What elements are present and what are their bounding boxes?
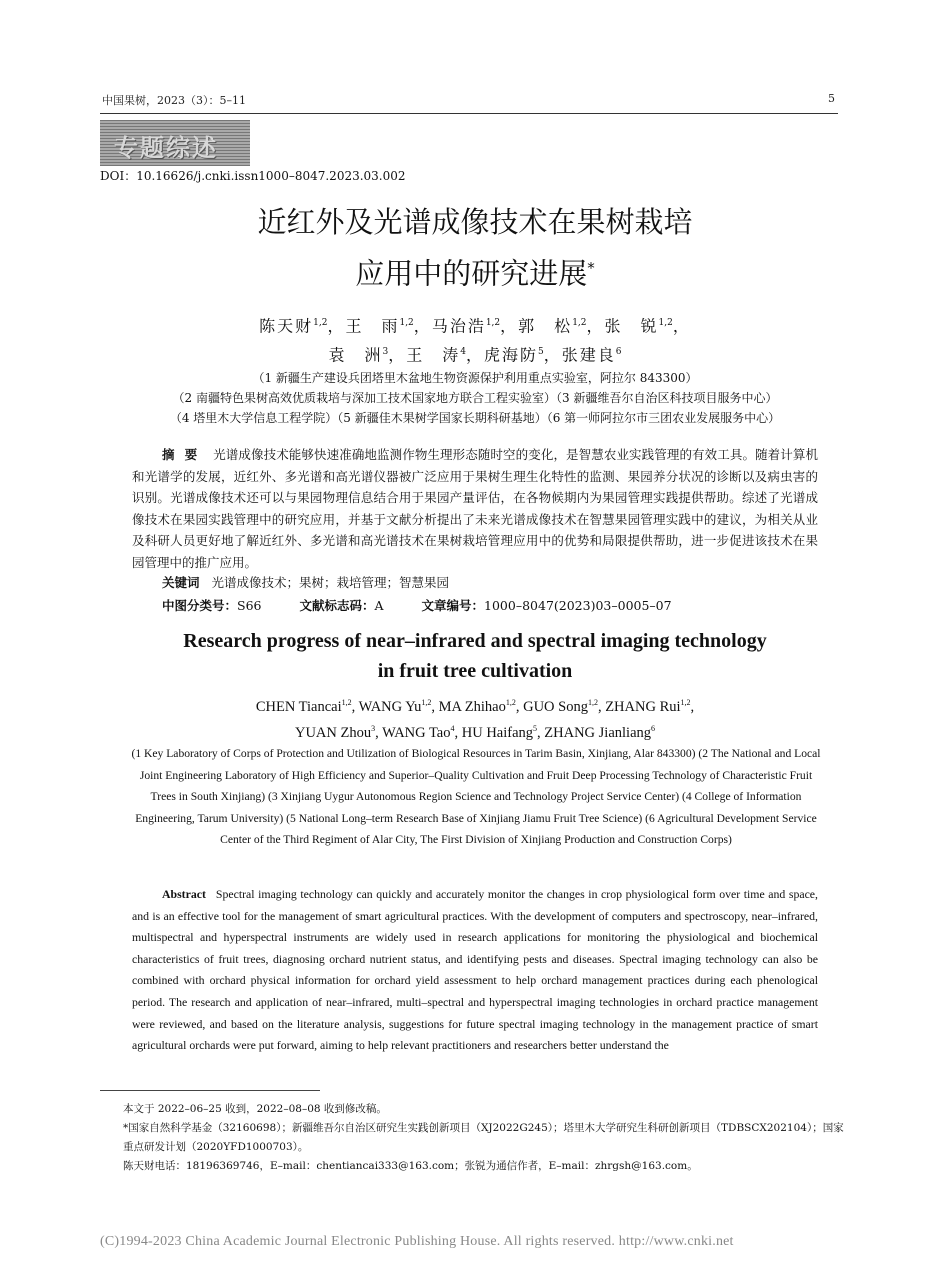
author-affiliation-mark: 1,2: [485, 318, 501, 328]
author-name: 王 雨: [345, 316, 400, 336]
author-separator: ，: [586, 316, 605, 336]
author-separator: ，: [500, 316, 519, 336]
author-name: 袁 洲: [328, 345, 383, 365]
author-affiliation-mark: 3: [382, 347, 389, 358]
affiliation-cn-line: （2 南疆特色果树高效优质栽培与深加工技术国家地方联合工程实验室）（3 新疆维吾尔自治区科技项目服务中心）: [172, 391, 778, 405]
keywords-cn: [162, 573, 449, 591]
page-number: 5: [828, 92, 835, 105]
abstract-cn-text: 光谱成像技术能够快速准确地监测作物生理形态随时空的变化，是智慧农业实践管理的有效工具。随着计算机和光谱学的发展，近红外、多光谱和高光谱仪器被广泛应用于果树生理生化特性的监测、果园养分状况的诊断以及病虫害的识别。光谱成像技术还可以与果园物理信息结合用于果园产量评估，在各物候期内为果园管理实践提供帮助。综述了光谱成像技术在果园实践管理中的研究应用，并基于文献分析提出了未来光谱成像技术在智慧果园管理实践中的建议，为相关从业及科研人员更好地了解近红外、多光谱和高光谱技术在果树栽培管理应用中的优势和局限提供帮助，进一步促进该技术在果园管理中的推广应用。: [132, 447, 818, 570]
clc-label: 中图分类号：: [162, 598, 238, 613]
article-no-label: 文章编号：: [421, 598, 485, 613]
affiliation-cn-line: （4 塔里木大学信息工程学院）（5 新疆佳木果树学国家长期科研基地）（6 第一师阿拉尔市三团农业发展服务中心）: [169, 411, 781, 425]
section-banner: [100, 120, 250, 166]
author-separator: ，: [413, 316, 432, 336]
footnotes: [100, 1100, 850, 1176]
doi[interactable]: DOI：10.16626/j.cnki.issn1000–8047.2023.03.002: [100, 169, 406, 183]
author-name: ZHANG Rui: [605, 698, 681, 715]
author-name: HU Haifang: [461, 724, 534, 741]
title-cn: [100, 199, 850, 297]
title-cn-line1: 近红外及光谱成像技术在果树栽培: [257, 205, 693, 239]
author-affiliation-mark: 1,2: [587, 698, 598, 707]
author-affiliation-mark: 1,2: [399, 318, 414, 328]
footnote-contact: 陈天财电话：18196369746，E–mail：chentiancai333@163.com；张锐为通信作者，E–mail：zhrgsh@163.com。: [123, 1160, 698, 1172]
author-separator: ,: [597, 698, 606, 715]
affiliations-en: (1 Key Laboratory of Corps of Protection and Utilization of Biological Resources in Tarim Basin, Xinjiang, Alar 843300) (2 The National and Local Joint Engineering Laboratory of High Efficiency and Superior–Quality Cultivation and Fruit Deep Processing Technology of Characteristic Fruit Trees in South Xinjiang) (3 Xinjiang Uygur Autonomous Region Science and Technology Project Service Center) (4 College of Information Engineering, Tarum University) (5 National Long–term Research Base of Xinjiang Jiamu Fruit Tree Science) (6 Agricultural Development Service Center of the Third Regiment of Alar City, The First Division of Xinjiang Production and Construction Corps): [131, 747, 821, 846]
authors-cn: [100, 310, 850, 369]
author-separator: ,: [537, 724, 545, 741]
abstract-en-label: Abstract: [162, 887, 206, 901]
authors-en-line1: [100, 692, 850, 718]
author-separator: ,: [431, 698, 439, 715]
author-name: WANG Yu: [358, 698, 422, 715]
title-en: [100, 626, 850, 686]
author-affiliation-mark: 1,2: [505, 698, 516, 707]
doc-code-label: 文献标志码：: [299, 598, 375, 613]
author-affiliation-mark: 4: [460, 347, 466, 358]
footnote-divider: [100, 1090, 320, 1091]
author-affiliation-mark: 1,2: [341, 698, 352, 707]
author-affiliation-mark: 1,2: [680, 698, 691, 707]
author-affiliation-mark: 4: [450, 723, 455, 733]
author-separator: ，: [465, 345, 484, 365]
author-name: 王 涛: [406, 345, 461, 365]
author-separator: ，: [327, 316, 346, 336]
author-name: WANG Tao: [382, 724, 451, 741]
author-name: GUO Song: [523, 698, 588, 715]
author-separator: ,: [375, 724, 383, 741]
author-affiliation-mark: 1,2: [421, 698, 432, 707]
author-affiliation-mark: 5: [538, 347, 544, 358]
author-separator: ,: [351, 698, 359, 715]
title-cn-line2: 应用中的研究进展: [355, 256, 588, 291]
journal-issue: 中国果树，2023（3）：5–11: [102, 94, 246, 107]
doc-code-value: A: [374, 598, 384, 613]
author-separator: ，: [388, 345, 407, 365]
author-affiliation-mark: 1,2: [658, 318, 673, 328]
author-name: 郭 松: [518, 316, 573, 336]
author-affiliation-mark: 3: [371, 723, 376, 733]
title-en-line2: in fruit tree cultivation: [377, 660, 573, 682]
header-divider: [100, 113, 838, 114]
author-affiliation-mark: 1,2: [313, 318, 328, 328]
authors-cn-line2: [100, 339, 850, 368]
section-banner-label: 专题综述: [114, 134, 218, 162]
author-name: YUAN Zhou: [294, 724, 372, 741]
author-separator: ,: [454, 724, 462, 741]
affiliation-cn-line: （1 新疆生产建设兵团塔里木盆地生物资源保护利用重点实验室，阿拉尔 843300）: [252, 371, 698, 385]
author-affiliation-mark: 6: [615, 347, 622, 358]
author-separator: ,: [690, 698, 695, 715]
abstract-en: [132, 884, 818, 1057]
article-meta: [162, 596, 862, 614]
authors-cn-line1: [100, 310, 850, 339]
keywords-cn-label: 关键词: [162, 575, 200, 590]
author-affiliation-mark: 5: [533, 723, 538, 733]
abstract-en-text: Spectral imaging technology can quickly and accurately monitor the changes in crop physiological form over time and space, and is an effective tool for the management of smart agricultural practices. With the development of computers and spectroscopy, near–infrared, multispectral and hyperspectral instruments are widely used in research applications for monitoring the physiological and biochemical characteristics of fruit trees, diagnosing orchard nutrient status, and identifying pests and diseases. Spectral imaging technology can also be combined with orchard physical information for orchard yield assessment to help orchard management practices during each phenological period. The research and application of near–infrared, multi–spectral and hyperspectral imaging technologies in orchard practice management were reviewed, and based on the literature analysis, suggestions for future spectral imaging technology in the management practice of smart agricultural orchards were put forward, aiming to help relevant practitioners and researchers better understand the: [132, 887, 818, 1053]
abstract-cn-label: 摘要: [162, 447, 208, 462]
copyright-notice: (C)1994-2023 China Academic Journal Electronic Publishing House. All rights reserved. http://www.cnki.net: [100, 1234, 734, 1249]
author-name: MA Zhihao: [438, 698, 506, 715]
keywords-cn-text: 光谱成像技术；果树；栽培管理；智慧果园: [211, 575, 449, 590]
abstract-cn: [132, 444, 818, 573]
author-name: 马治浩: [431, 316, 486, 336]
funding-mark: *: [587, 259, 595, 277]
footnote-funding: *国家自然科学基金（32160698）；新疆维吾尔自治区研究生实践创新项目（XJ2022G245）；塔里木大学研究生科研创新项目（TDBSCX202104）；国家重点研发计划（2020YFD1000703）。: [123, 1122, 844, 1153]
authors-en: [100, 692, 850, 744]
authors-en-line2: [100, 718, 850, 744]
author-name: 虎海防: [484, 345, 539, 365]
author-affiliation-mark: 1,2: [572, 318, 587, 328]
affiliations-cn: [100, 368, 850, 428]
author-affiliation-mark: 6: [651, 723, 655, 733]
author-name: ZHANG Jianliang: [544, 724, 651, 741]
author-name: CHEN Tiancai: [255, 698, 342, 715]
author-name: 张建良: [561, 345, 616, 365]
clc-value: S66: [237, 598, 262, 613]
author-separator: ，: [543, 345, 562, 365]
author-name: 陈天财: [259, 316, 314, 336]
article-no-value: 1000–8047(2023)03–0005–07: [484, 598, 672, 613]
author-separator: ，: [672, 316, 691, 336]
author-name: 张 锐: [604, 316, 659, 336]
title-en-line1: Research progress of near–infrared and spectral imaging technology: [183, 630, 767, 652]
author-separator: ,: [515, 698, 524, 715]
footnote-received: 本文于 2022–06–25 收到，2022–08–08 收到修改稿。: [123, 1103, 387, 1115]
